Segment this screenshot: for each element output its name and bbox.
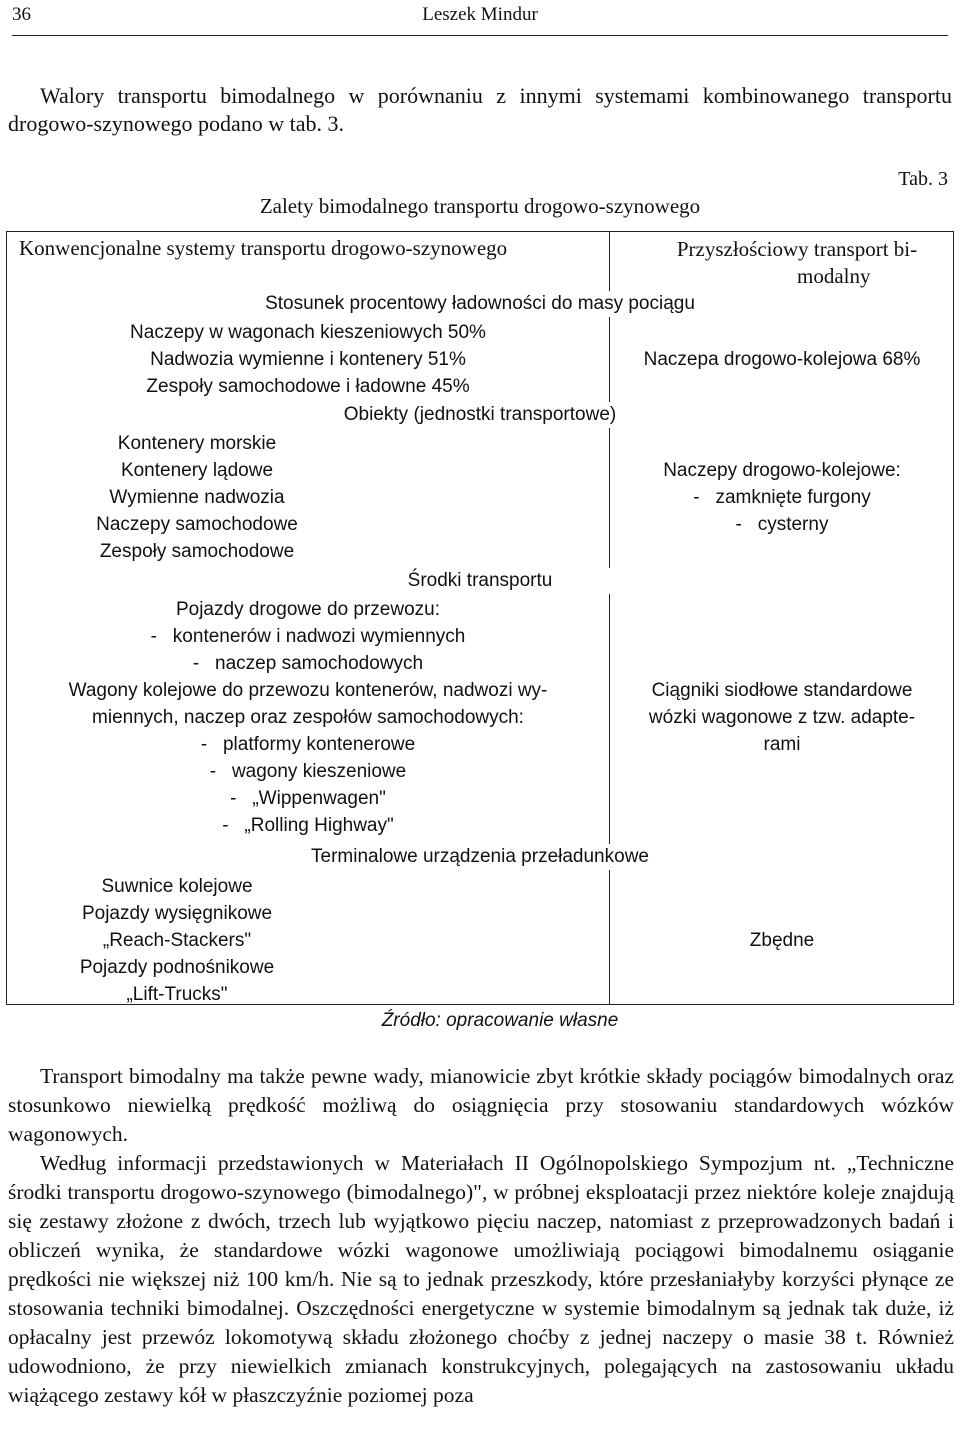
cell-line: wózki wagonowe z tzw. adapte- (648, 707, 916, 728)
cell-line: Ciągniki siodłowe standardowe (651, 680, 913, 701)
section-heading-text: Środki transportu (404, 570, 557, 591)
cell-line: - platformy kontenerowe (200, 734, 416, 755)
page-number: 36 (12, 4, 31, 25)
cell-line: - wagony kieszeniowe (209, 761, 407, 782)
cell-line: - kontenerów i nadwozi wymiennych (150, 626, 466, 647)
cell-line: miennych, naczep oraz zespołów samochodowych: (92, 707, 524, 728)
intro-text: Walory transportu bimodalnego w porównaniu z innymi systemami kombinowanego transportu drogowo-szynowego podano w tab. 3. (8, 83, 952, 136)
cell-line: Naczepa drogowo-kolejowa 68% (643, 349, 921, 370)
cell-line: - „Rolling Highway" (222, 815, 394, 836)
cell-line: Wagony kolejowe do przewozu kontenerów, nadwozi wy- (68, 680, 548, 701)
paragraph: Transport bimodalny ma także pewne wady, mianowicie zbyt krótkie składy pociągów bimodalnych oraz stosunkowo niewielką prędkość możliwą do osiągnięcia przy stosowaniu standardowych wózków wagonowych. (8, 1064, 954, 1146)
section-left (67, 430, 327, 565)
section-right (609, 927, 955, 954)
cell-line: Suwnice kolejowe (101, 876, 253, 897)
right-header-line: Przyszłościowy transport bi- (676, 237, 918, 261)
cell-line: Pojazdy podnośnikowe (79, 957, 275, 978)
section-heading (7, 291, 953, 317)
cell-line: Naczepy drogowo-kolejowe: (663, 460, 901, 481)
section-heading (7, 568, 953, 594)
table-source (0, 1010, 960, 1032)
cell-line: Nadwozia wymienne i kontenery 51% (150, 349, 466, 370)
cell-line: Zbędne (749, 930, 815, 951)
cell-line: - „Wippenwagen" (230, 788, 386, 809)
cell-line: rami (763, 734, 801, 755)
cell-line: „Reach-Stackers" (102, 930, 252, 951)
header-rule (12, 35, 948, 36)
right-column-header (647, 236, 947, 290)
cell-line: Pojazdy wysięgnikowe (81, 903, 273, 924)
cell-line: Kontenery morskie (117, 433, 277, 454)
table-title-text: Zalety bimodalnego transportu drogowo-szynowego (259, 194, 701, 218)
table-title (0, 194, 960, 219)
section-right (609, 677, 955, 758)
paragraph: Według informacji przedstawionych w Materiałach II Ogólnopolskiego Sympozjum nt. „Techniczne środki transportu drogowo-szynowego (bimodalnego)", w próbnej eksploatacji przez niektóre koleje znajdują się zestawy złożone z dwóch, trzech lub wyjątkowo pięciu naczep, natomiast z przeprowadzonych badań i obliczeń wynika, że standardowe wózki wagonowe umożliwiają pociągowi bimodalnemu osiąganie prędkości nie większej niż 100 km/h. Nie są to jednak przeszkody, które przesłaniałyby korzyści płynące ze stosowania techniki bimodalnej. Oszczędności energetyczne w systemie bimodalnym są jednak tak duże, iż opłacalny jest przewóz lokomotywą składu złożonego choćby z jednej naczepy o masie 38 t. Również udowodniono, że przy niewielkich zmianach konstrukcyjnych, polegających na zastosowaniu układu wiążącego zestawy kół w płaszczyźnie poziomej poza (8, 1151, 954, 1407)
cell-line: Zespoły samochodowe i ładowne 45% (146, 376, 470, 397)
source-text: Źródło: opracowanie własne (381, 1010, 619, 1031)
section-heading-text: Terminalowe urządzenia przeładunkowe (307, 846, 653, 867)
cell-line: Naczepy w wagonach kieszeniowych 50% (130, 322, 486, 343)
intro-paragraph (8, 82, 952, 138)
body-text (8, 1062, 954, 1410)
section-left (7, 596, 609, 839)
right-header-line: modalny (797, 264, 871, 288)
section-left (7, 319, 609, 400)
section-right (609, 457, 955, 538)
section-right (609, 346, 955, 373)
cell-line: - naczep samochodowych (192, 653, 424, 674)
running-head-author: Leszek Mindur (422, 4, 538, 25)
comparison-table (6, 231, 954, 1005)
cell-line: „Lift-Trucks" (126, 984, 228, 1005)
cell-line: Naczepy samochodowe (96, 514, 298, 535)
section-heading (7, 402, 953, 428)
cell-line: Zespoły samochodowe (99, 541, 295, 562)
cell-line: - cysterny (735, 514, 829, 535)
cell-line: - zamknięte furgony (693, 487, 871, 508)
section-heading (7, 844, 953, 870)
section-left (67, 873, 287, 1008)
section-heading-text: Stosunek procentowy ładowności do masy pociągu (261, 293, 699, 314)
section-heading-text: Obiekty (jednostki transportowe) (340, 404, 620, 425)
cell-line: Pojazdy drogowe do przewozu: (175, 599, 441, 620)
cell-line: Kontenery lądowe (120, 460, 274, 481)
left-column-header: Konwencjonalne systemy transportu drogowo-szynowego (19, 236, 508, 260)
table-number: Tab. 3 (898, 168, 948, 190)
page-header (12, 2, 948, 32)
cell-line: Wymienne nadwozia (109, 487, 285, 508)
